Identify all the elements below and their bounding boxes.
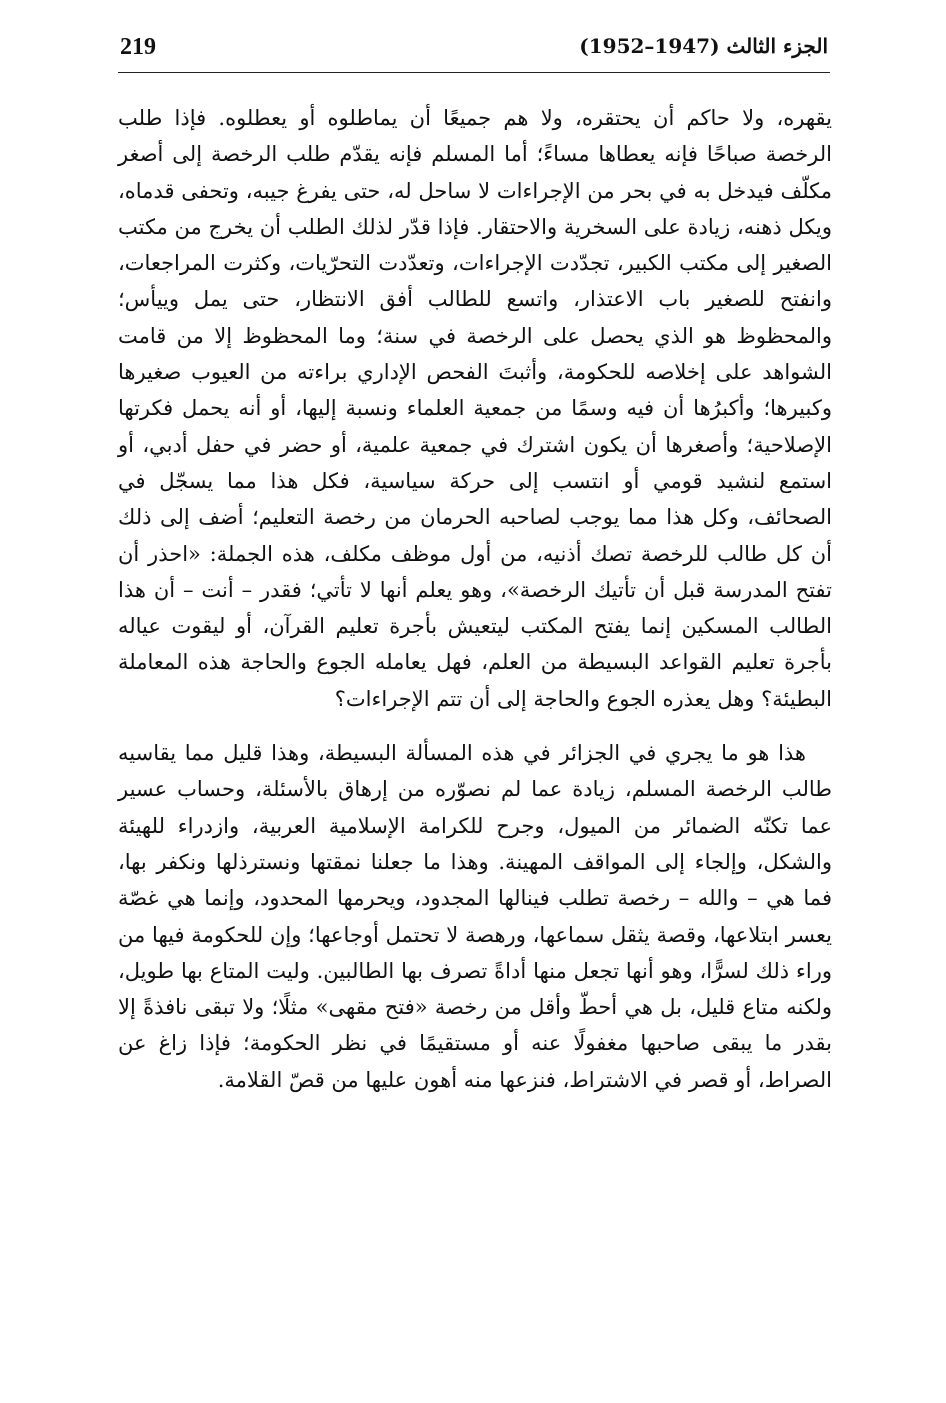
page-body — [118, 100, 832, 1098]
page-header — [118, 26, 830, 73]
page-number: 219 — [120, 34, 156, 60]
running-title: الجزء الثالث (1947–1952) — [579, 34, 828, 58]
paragraph-1: يقهره، ولا حاكم أن يحتقره، ولا هم جميعًا أن يماطلوه أو يعطلوه. فإذا طلب الرخصة صباحًا فإنه يعطاها مساءً؛ أما المسلم فإنه يقدّم طلب الرخصة إلى أصغر مكلّف فيدخل به في بحر من الإجراءات لا ساحل له، حتى يفرغ جيبه، وتحفى قدماه، ويكل ذهنه، زيادة على السخرية والاحتقار. فإذا قدّر لذلك الطلب أن يخرج من مكتب الصغير إلى مكتب الكبير، تجدّدت الإجراءات، وتعدّدت التحرّيات، وكثرت المراجعات، وانفتح للصغير باب الاعتذار، واتسع للطالب أفق الانتظار، حتى يمل وييأس؛ والمحظوظ هو الذي يحصل على الرخصة في سنة؛ وما المحظوظ إلا من قامت الشواهد على إخلاصه للحكومة، وأثبتَ الفحص الإداري براءته من العيوب صغيرها وكبيرها؛ وأكبرُها أن فيه وسمًا من جمعية العلماء ونسبة إليها، أو أنه يحمل فكرتها الإصلاحية؛ وأصغرها أن يكون اشترك في جمعية علمية، أو حضر في حفل أدبي، أو استمع لنشيد قومي أو انتسب إلى حركة سياسية، فكل هذا مما يسجّل في الصحائف، وكل هذا مما يوجب لصاحبه الحرمان من رخصة التعليم؛ أضف إلى ذلك أن كل طالب للرخصة تصك أذنيه، من أول موظف مكلف، هذه الجملة: «احذر أن تفتح المدرسة قبل أن تأتيك الرخصة»، وهو يعلم أنها لا تأتي؛ فقدر – أنت – أن هذا الطالب المسكين إنما يفتح المكتب ليتعيش بأجرة تعليم القرآن، أو ليقوت عياله بأجرة تعليم القواعد البسيطة من العلم، فهل يعامله الجوع والحاجة هذه المعاملة البطيئة؟ وهل يعذره الجوع والحاجة إلى أن تتم الإجراءات؟ — [118, 106, 832, 711]
paragraph-2: هذا هو ما يجري في الجزائر في هذه المسألة البسيطة، وهذا قليل مما يقاسيه طالب الرخصة المسلم، زيادة عما لم نصوّره من إرهاق بالأسئلة، وحساب عسير عما تكنّه الضمائر من الميول، وجرح للكرامة الإسلامية العربية، وازدراء للهيئة والشكل، وإلجاء إلى المواقف المهينة. وهذا ما جعلنا نمقتها ونسترذلها ونكفر بها، فما هي – والله – رخصة تطلب فينالها المجدود، ويحرمها المحدود، وإنما هي غصّة يعسر ابتلاعها، وقصة يثقل سماعها، ورهصة لا تحتمل أوجاعها؛ وإن للحكومة فيها من وراء ذلك لسرًّا، وهو أنها تجعل منها أداةً تصرف بها الطالبين. وليت المتاع بها طويل، ولكنه متاع قليل، بل هي أحطّ وأقل من رخصة «فتح مقهى» مثلًا؛ ولا تبقى نافذةً إلا بقدر ما يبقى صاحبها مغفولًا عنه أو مستقيمًا في نظر الحكومة؛ فإذا زاغ عن الصراط، أو قصر في الاشتراط، فنزعها منه أهون عليها من قصّ القلامة. — [118, 741, 832, 1092]
